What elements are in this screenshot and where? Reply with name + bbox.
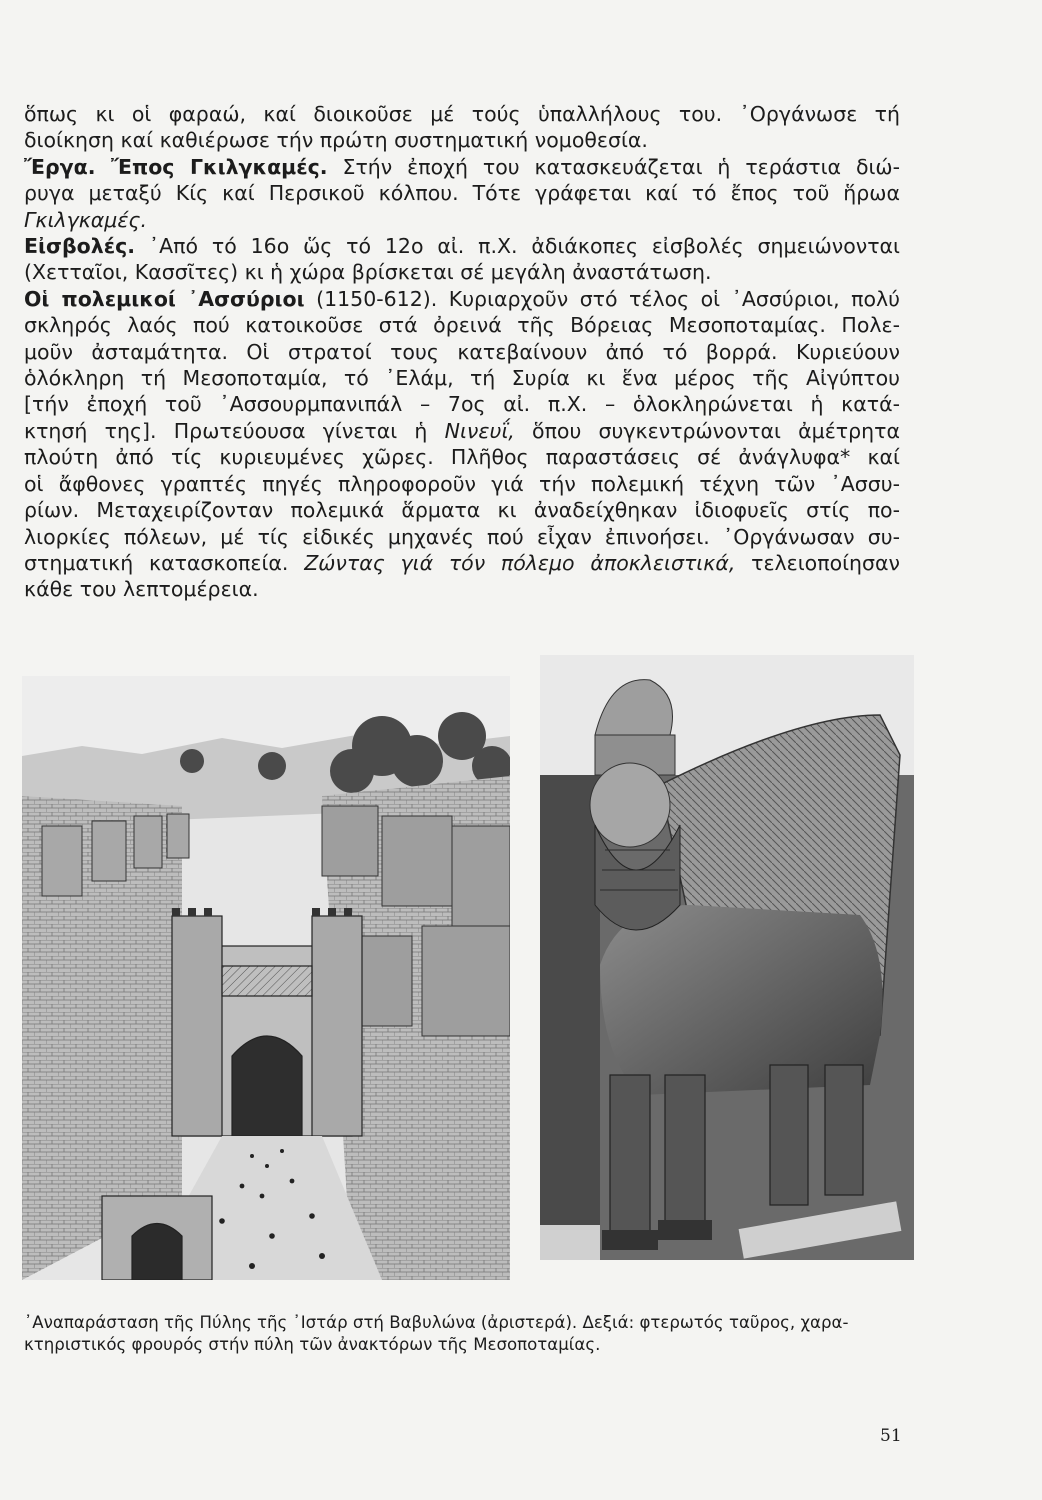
- text-line-8: [24, 286, 900, 312]
- text-line-11: ὁλόκληρη τή Μεσοποταμία, τό ᾿Ελάμ, τή Συρία κι ἕνα μέρος τῆς Αἰγύπτου: [24, 366, 900, 391]
- text-segment: Στήν ἐποχή του κατασκευάζεται ἡ τεράστια διώ-: [327, 154, 900, 179]
- text-line-5: [24, 207, 900, 233]
- text-segment: (1150-612). Κυριαρχοῦν στό τέλος οἱ ᾿Ασσύριοι, πολύ: [304, 286, 900, 311]
- winged-bull-photo: [540, 655, 914, 1260]
- text-line-3: [24, 154, 900, 180]
- text-segment: κτησή της]. Πρωτεύουσα γίνεται ἡ: [24, 418, 445, 443]
- section-heading-erga: Ἔργα. Ἔπος Γκιλγκαμές.: [24, 154, 328, 179]
- text-line-19: κάθε του λεπτομέρεια.: [24, 577, 259, 602]
- text-line-2: διοίκηση καί καθιέρωσε τήν πρώτη συστηματική νομοθεσία.: [24, 128, 648, 153]
- text-line-4: ρυγα μεταξύ Κίς καί Περσικοῦ κόλπου. Τότε γράφεται καί τό ἔπος τοῦ ἥρωα: [24, 181, 900, 206]
- caption-line-2: κτηριστικός φρουρός στήν πύλη τῶν ἀνακτόρων τῆς Μεσοποταμίας.: [24, 1335, 601, 1354]
- text-line-13: [24, 418, 900, 444]
- body-text: [24, 101, 900, 603]
- text-line-6: [24, 233, 900, 259]
- text-line-14: πλούτη ἀπό τίς κυριευμένες χῶρες. Πλῆθος παραστάσεις σέ ἀνάγλυφα* καί: [24, 445, 900, 470]
- page-number: 51: [880, 1426, 902, 1446]
- text-segment: ὅπου συγκεντρώνονται ἀμέτρητα: [514, 418, 900, 443]
- italic-term: Νινευΐ,: [444, 418, 515, 443]
- text-line-7: (Χετταῖοι, Κασσῖτες) κι ἡ χώρα βρίσκεται σέ μεγάλη ἀναστάτωση.: [24, 260, 712, 285]
- text-line-17: λιορκίες πόλεων, μέ τίς εἰδικές μηχανές πού εἶχαν ἐπινοήσει. ᾿Οργάνωσαν συ-: [24, 524, 900, 549]
- ishtar-gate-illustration: [22, 676, 510, 1280]
- section-heading-assyrians: Οἱ πολεμικοί ᾿Ασσύριοι: [24, 286, 305, 311]
- text-line-1: ὅπως κι οἱ φαραώ, καί διοικοῦσε μέ τούς ὑπαλλήλους του. ᾿Οργάνωσε τή: [24, 102, 900, 126]
- text-line-10: μοῦν ἀσταμάτητα. Οἱ στρατοί τους κατεβαίνουν ἀπό τό βορρά. Κυριεύουν: [24, 339, 900, 364]
- section-heading-eisboles: Εἰσβολές.: [24, 234, 136, 259]
- italic-phrase: Ζώντας γιά τόν πόλεμο ἀποκλειστικά,: [304, 550, 736, 575]
- text-line-15: οἱ ἄφθονες γραπτές πηγές πληροφοροῦν γιά τήν πολεμική τέχνη τῶν ᾿Ασσυ-: [24, 471, 900, 496]
- text-segment: ᾿Από τό 16ο ὥς τό 12ο αἰ. π.Χ. ἀδιάκοπες εἰσβολές σημειώνονται: [135, 234, 900, 259]
- text-line-16: ρίων. Μεταχειρίζονταν πολεμικά ἅρματα κι ἀναδείχθηκαν ἰδιοφυεῖς στίς πο-: [24, 498, 900, 523]
- text-segment: τελειοποίησαν: [735, 550, 900, 575]
- ishtar-gate-drawing: [22, 676, 510, 1280]
- figure-caption: [24, 1312, 900, 1356]
- text-line-9: σκληρός λαός πού κατοικοῦσε στά ὀρεινά τῆς Βόρειας Μεσοποταμίας. Πολε-: [24, 313, 900, 338]
- winged-bull-drawing: [540, 655, 914, 1260]
- italic-term: Γκιλγκαμές.: [24, 207, 147, 232]
- text-segment: στηματική κατασκοπεία.: [24, 550, 305, 575]
- caption-line-1: ᾿Αναπαράσταση τῆς Πύλης τῆς ᾿Ιστάρ στή Βαβυλώνα (ἀριστερά). Δεξιά: φτερωτός ταῦρος, χαρα-: [24, 1313, 849, 1332]
- text-line-12: [τήν ἐποχή τοῦ ᾿Ασσουρμπανιπάλ – 7ος αἰ. π.Χ. – ὁλοκληρώνεται ἡ κατά-: [24, 392, 900, 417]
- text-line-18: [24, 550, 900, 576]
